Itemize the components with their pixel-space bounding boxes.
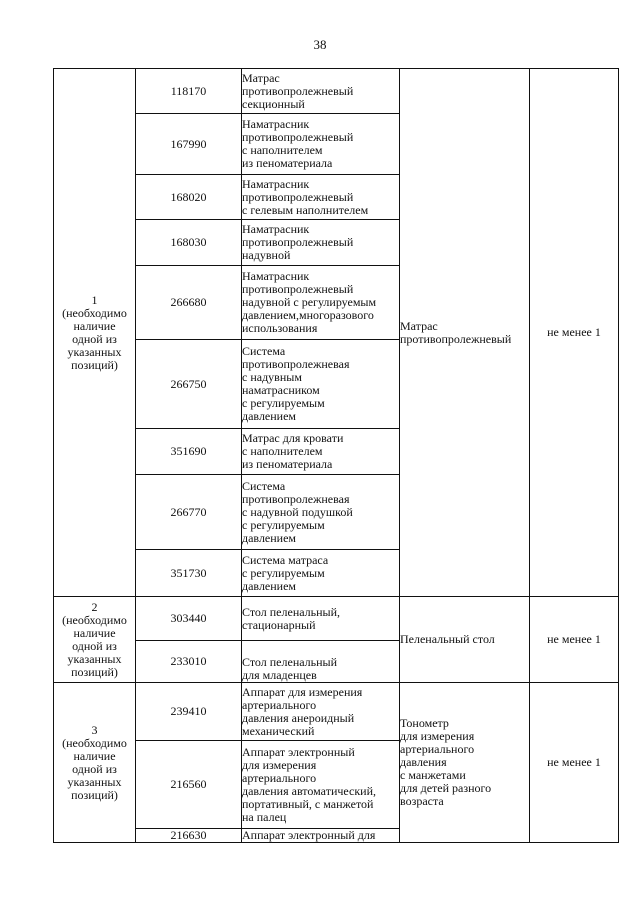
code-cell: 351690 — [136, 429, 242, 475]
group-number-cell: 2 (необходимо наличие одной из указанных позиций) — [54, 597, 136, 683]
description-cell: Стол пеленальный, стационарный — [242, 597, 400, 641]
page-number: 38 — [313, 37, 327, 52]
code-cell: 233010 — [136, 641, 242, 683]
description-cell: Система противопролежневая с надувной подушкой с регулируемым давлением — [242, 475, 400, 550]
description-cell: Аппарат электронный для — [242, 829, 400, 843]
quantity-cell: не менее 1 — [530, 597, 619, 683]
description-cell: Аппарат электронный для измерения артериального давления автоматический, портативный, с манжетой на палец — [242, 741, 400, 829]
quantity-cell: не менее 1 — [530, 69, 619, 597]
description-cell: Наматрасник противопролежневый надувной — [242, 220, 400, 266]
code-cell: 168020 — [136, 175, 242, 220]
description-cell: Матрас противопролежневый секционный — [242, 69, 400, 114]
quantity-cell: не менее 1 — [530, 683, 619, 843]
table-row — [54, 597, 619, 641]
code-cell: 266680 — [136, 266, 242, 340]
equipment-name-cell: Матрас противопролежневый — [400, 69, 530, 597]
equipment-table — [53, 68, 619, 843]
code-cell: 118170 — [136, 69, 242, 114]
code-cell: 266770 — [136, 475, 242, 550]
table-row — [54, 683, 619, 741]
description-cell: Система матраса с регулируемым давлением — [242, 550, 400, 597]
code-cell: 266750 — [136, 340, 242, 429]
description-cell: Система противопролежневая с надувным наматрасником с регулируемым давлением — [242, 340, 400, 429]
code-cell: 303440 — [136, 597, 242, 641]
description-cell: Наматрасник противопролежневый надувной с регулируемым давлением,многоразового использования — [242, 266, 400, 340]
code-cell: 239410 — [136, 683, 242, 741]
group-number-cell: 3 (необходимо наличие одной из указанных позиций) — [54, 683, 136, 843]
description-cell: Наматрасник противопролежневый с наполнителем из пеноматериала — [242, 114, 400, 175]
code-cell: 216630 — [136, 829, 242, 843]
description-cell: Аппарат для измерения артериального давления анероидный механический — [242, 683, 400, 741]
table-row — [54, 69, 619, 114]
description-cell: Наматрасник противопролежневый с гелевым наполнителем — [242, 175, 400, 220]
equipment-name-cell: Пеленальный стол — [400, 597, 530, 683]
code-cell: 168030 — [136, 220, 242, 266]
code-cell: 216560 — [136, 741, 242, 829]
equipment-name-cell: Тонометр для измерения артериального давления с манжетами для детей разного возраста — [400, 683, 530, 843]
code-cell: 167990 — [136, 114, 242, 175]
group-number-cell: 1 (необходимо наличие одной из указанных позиций) — [54, 69, 136, 597]
code-cell: 351730 — [136, 550, 242, 597]
description-cell: Матрас для кровати с наполнителем из пеноматериала — [242, 429, 400, 475]
description-cell: Стол пеленальный для младенцев — [242, 641, 400, 683]
